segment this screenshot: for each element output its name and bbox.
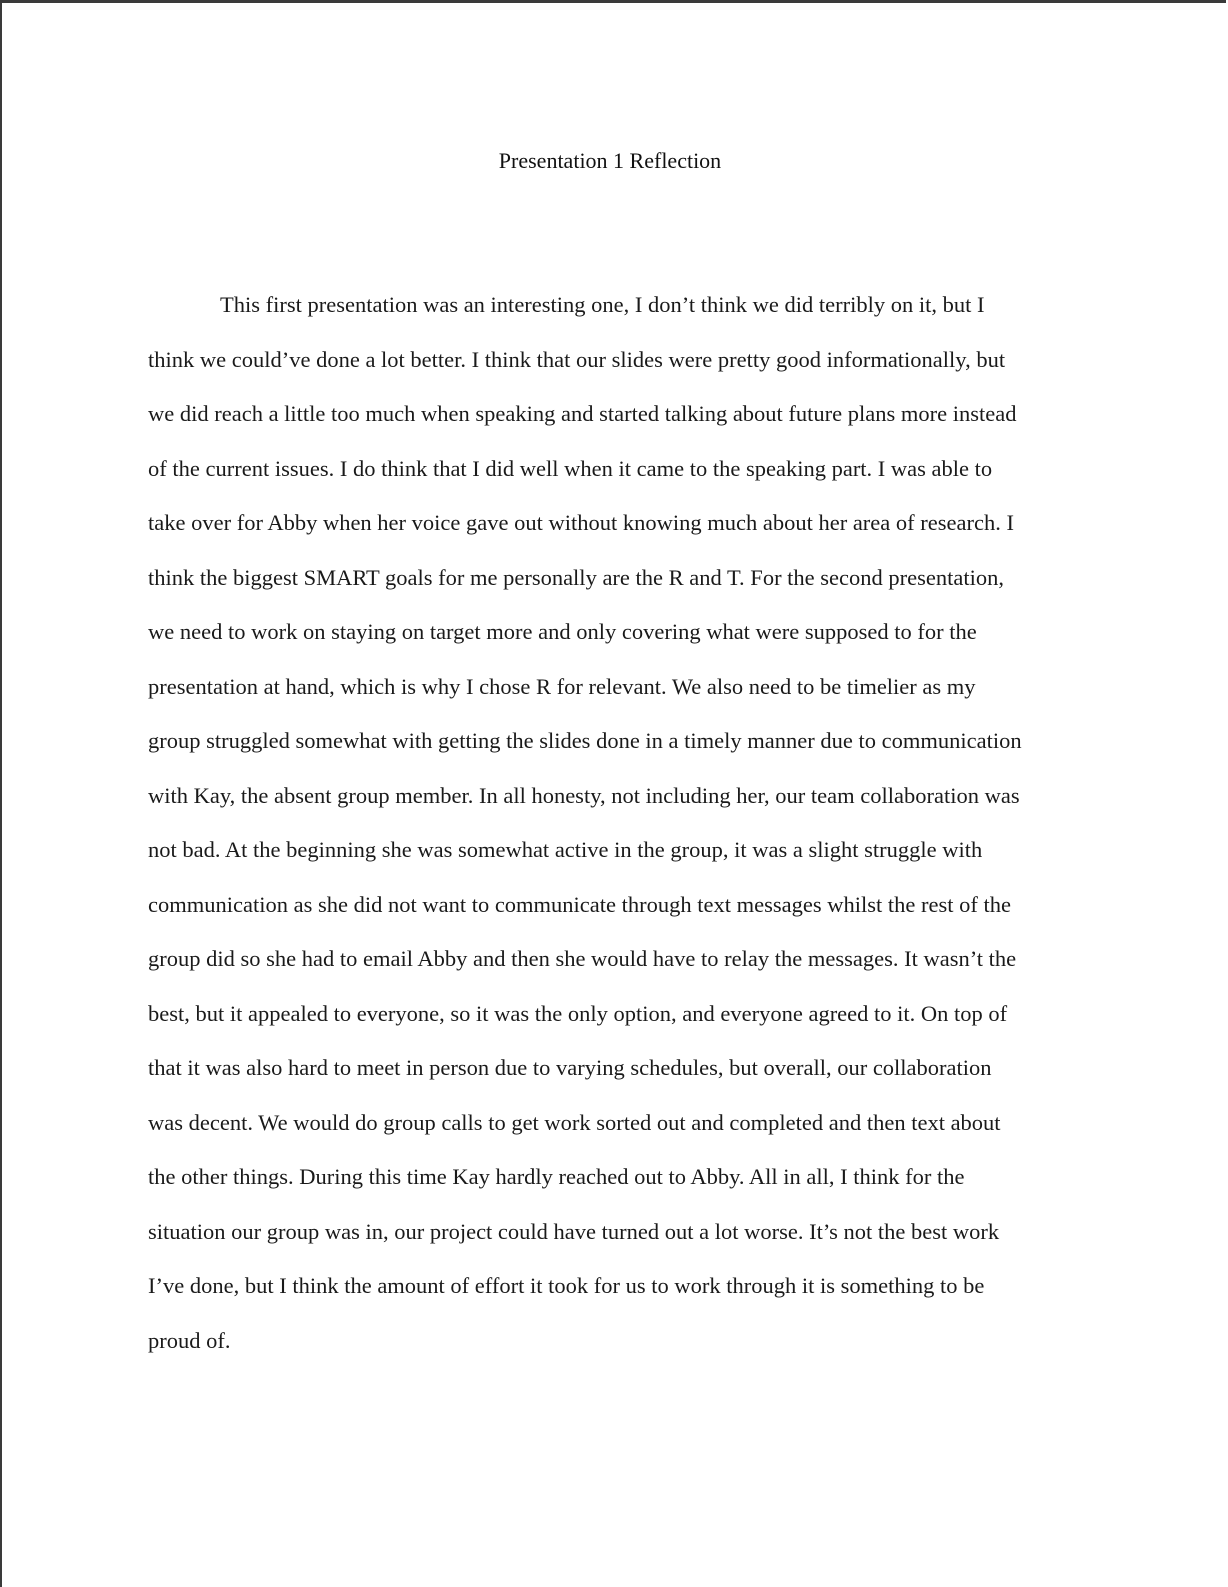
paragraph-line: communication as she did not want to communicate through text messages whilst the rest of the — [148, 891, 1011, 917]
paragraph-line: think we could’ve done a lot better. I think that our slides were pretty good informationally, but — [148, 346, 1006, 372]
reflection-paragraph — [148, 278, 1088, 1368]
paragraph-line: group did so she had to email Abby and then she would have to relay the messages. It wasn’t the — [148, 946, 1017, 971]
paragraph-line: This first presentation was an interesting one, I don’t think we did terribly on it, but I — [220, 292, 985, 317]
paragraph-line: that it was also hard to meet in person due to varying schedules, but overall, our collaboration — [148, 1055, 992, 1080]
paragraph-line: I’ve done, but I think the amount of effort it took for us to work through it is something to be — [148, 1273, 985, 1298]
paragraph-line: not bad. At the beginning she was somewhat active in the group, it was a slight struggle with — [148, 837, 983, 862]
paragraph-line: we need to work on staying on target more and only covering what were supposed to for the — [148, 619, 977, 644]
paragraph-line: proud of. — [148, 1327, 231, 1353]
paragraph-line: was decent. We would do group calls to get work sorted out and completed and then text about — [148, 1109, 1001, 1135]
paragraph-line: think the biggest SMART goals for me personally are the R and T. For the second presentation, — [148, 564, 1004, 590]
paragraph-line: we did reach a little too much when speaking and started talking about future plans more instead — [148, 401, 1017, 426]
paragraph-line: situation our group was in, our project could have turned out a lot worse. It’s not the best work — [148, 1218, 1000, 1244]
paragraph-line: best, but it appealed to everyone, so it was the only option, and everyone agreed to it. On top of — [148, 1000, 1008, 1026]
paragraph-line: take over for Abby when her voice gave out without knowing much about her area of research. I — [148, 510, 1014, 535]
document-title: Presentation 1 Reflection — [498, 148, 722, 173]
paragraph-line: the other things. During this time Kay hardly reached out to Abby. All in all, I think for the — [148, 1164, 965, 1189]
paragraph-line: with Kay, the absent group member. In all honesty, not including her, our team collaboration was — [148, 782, 1020, 808]
paragraph-line: of the current issues. I do think that I did well when it came to the speaking part. I was able to — [148, 455, 993, 481]
paragraph-line: presentation at hand, which is why I chose R for relevant. We also need to be timelier as my — [148, 673, 976, 699]
paragraph-line: group struggled somewhat with getting the slides done in a timely manner due to communication — [148, 728, 1022, 753]
